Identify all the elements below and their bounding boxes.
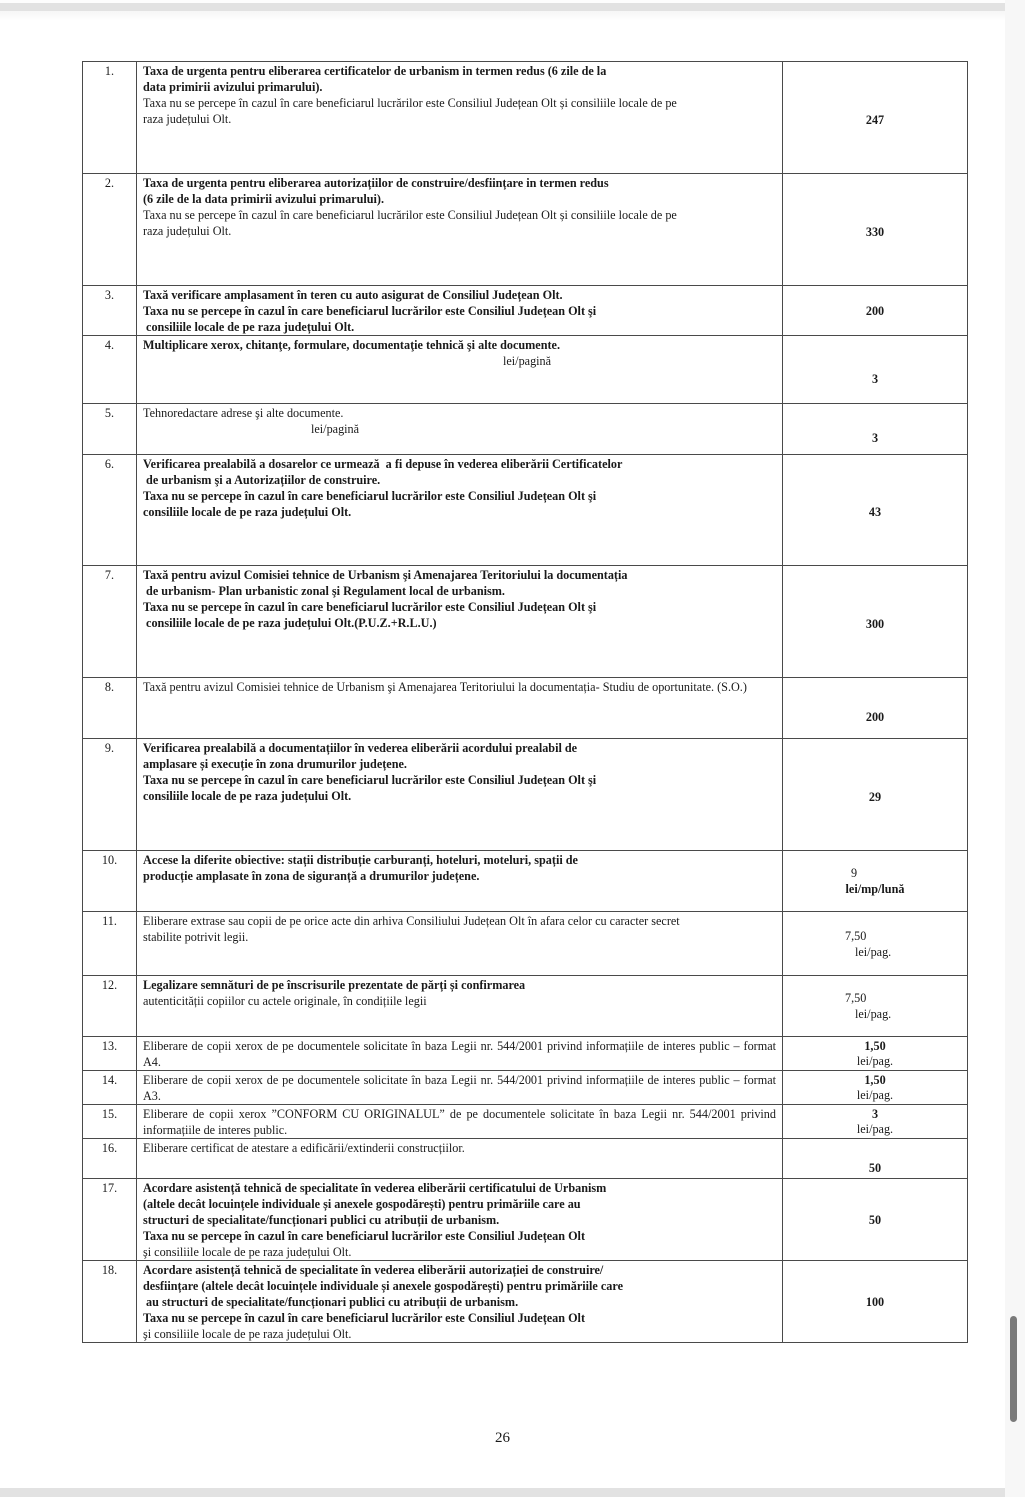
fee-amount: 100 — [865, 1294, 885, 1309]
row-number: 16. — [83, 1139, 137, 1179]
fee-unit: lei/pag. — [856, 1087, 894, 1102]
row-fee-value — [783, 566, 968, 678]
fee-unit: lei/pag. — [855, 1007, 892, 1021]
scrollbar-thumb[interactable] — [1010, 1316, 1017, 1422]
row-number: 4. — [83, 336, 137, 404]
fee-amount: 43 — [868, 505, 882, 519]
row-fee-value — [783, 912, 968, 976]
row-description — [137, 976, 783, 1037]
unit-label: lei/pagină — [311, 422, 360, 436]
row-number: 7. — [83, 566, 137, 678]
row-description — [137, 678, 783, 739]
row-fee-value — [783, 286, 968, 336]
row-fee-value — [783, 851, 968, 912]
description-line: Eliberare certificat de atestare a edificării/extinderii construcțiilor. — [143, 1141, 465, 1155]
fee-amount: 7,50 — [845, 928, 867, 943]
fees-table — [82, 61, 968, 1343]
description-line: amplasare și execuție în zona drumurilor județene. — [143, 757, 407, 771]
row-description — [137, 566, 783, 678]
viewer-top-bar — [0, 3, 1005, 11]
row-fee-value — [783, 174, 968, 286]
description-line: data primirii avizului primarului). — [143, 80, 323, 94]
row-fee-value — [783, 678, 968, 739]
table-row — [83, 1071, 968, 1105]
description-line: de urbanism- Plan urbanistic zonal şi Regulament local de urbanism. — [143, 584, 505, 598]
table-row — [83, 678, 968, 739]
description-line: consiliile locale de pe raza județului Olt. — [143, 789, 352, 803]
fee-amount: 29 — [868, 789, 882, 804]
row-fee-value — [783, 1179, 968, 1261]
fee-amount: 3 — [871, 1106, 879, 1121]
row-number: 9. — [83, 739, 137, 851]
description-line: Taxa de urgenta pentru eliberarea autorizațiilor de construire/desființare in termen redus — [143, 176, 609, 190]
description-line: (altele decât locuințele individuale și anexele gospodărești) pentru primăriile care au — [143, 1197, 581, 1211]
row-fee-value — [783, 404, 968, 455]
description-line: au structuri de specialitate/funcționari publici cu atribuții de urbanism. — [143, 1295, 519, 1309]
row-description — [137, 336, 783, 404]
table-row — [83, 1179, 968, 1261]
fee-amount: 9 — [851, 866, 858, 880]
row-number: 13. — [83, 1037, 137, 1071]
row-fee-value — [783, 455, 968, 566]
fee-amount: 300 — [865, 616, 885, 631]
table-row — [83, 286, 968, 336]
description-line: Legalizare semnături de pe înscrisurile prezentate de părți și confirmarea — [143, 978, 526, 992]
row-number: 6. — [83, 455, 137, 566]
description-line: consiliile locale de pe raza județului Olt. — [143, 505, 352, 519]
description-line: (6 zile de la data primirii avizului primarului). — [143, 192, 385, 206]
row-number: 17. — [83, 1179, 137, 1261]
description-line: Taxă pentru avizul Comisiei tehnice de Urbanism şi Amenajarea Teritoriului la documentația — [143, 568, 628, 582]
description-line: Eliberare de copii xerox ”CONFORM CU ORIGINALUL” de pe documentele solicitate în baza Legii nr. 544/2001 privind informațiile de interes public. — [143, 1107, 776, 1137]
description-line: de urbanism şi a Autorizațiilor de construire. — [143, 473, 381, 487]
fee-amount: 50 — [868, 1160, 882, 1175]
description-line: Taxa nu se percepe în cazul în care beneficiarul lucrărilor este Consiliul Județean Olt — [143, 1229, 586, 1243]
description-line: Eliberare extrase sau copii de pe orice acte din arhiva Consiliului Județean Olt în afara celor cu caracter secret — [143, 914, 680, 928]
description-line: Verificarea prealabilă a documentațiilor în vederea eliberării acordului prealabil de — [143, 741, 578, 755]
table-row — [83, 739, 968, 851]
description-line: raza județului Olt. — [143, 112, 232, 126]
fee-amount: 247 — [865, 112, 885, 127]
row-number: 8. — [83, 678, 137, 739]
row-description — [137, 174, 783, 286]
row-description — [137, 286, 783, 336]
fee-amount: 200 — [865, 710, 885, 724]
row-fee-value — [783, 1261, 968, 1343]
table-row — [83, 1261, 968, 1343]
description-line: desființare (altele decât locuințele individuale și anexele gospodărești) pentru primăriile care — [143, 1279, 623, 1293]
row-description — [137, 1071, 783, 1105]
description-line: Eliberare de copii xerox de pe documentele solicitate în baza Legii nr. 544/2001 privind informațiile de interes public – format A4. — [143, 1039, 776, 1069]
description-line: producție amplasate în zona de siguranță a drumurilor județene. — [143, 869, 480, 883]
row-fee-value — [783, 336, 968, 404]
row-number: 11. — [83, 912, 137, 976]
viewer-top-shadow — [0, 11, 1005, 21]
row-description — [137, 851, 783, 912]
row-description — [137, 62, 783, 174]
fee-amount: 200 — [865, 303, 885, 318]
description-line: Taxă verificare amplasament în teren cu auto asigurat de Consiliul Județean Olt. — [143, 288, 563, 302]
row-fee-value — [783, 1105, 968, 1139]
row-fee-value — [783, 1139, 968, 1179]
scrollbar-track[interactable] — [1005, 0, 1025, 1497]
description-line: Taxa nu se percepe în cazul în care beneficiarul lucrărilor este Consiliul Județean Olt şi — [143, 600, 597, 614]
description-line: consiliile locale de pe raza județului Olt.(P.U.Z.+R.L.U.) — [143, 616, 437, 630]
table-row — [83, 566, 968, 678]
row-description — [137, 1261, 783, 1343]
description-line: Taxa nu se percepe în cazul în care beneficiarul lucrărilor este Consiliul Județean Olt şi — [143, 304, 597, 318]
row-description — [137, 1139, 783, 1179]
row-fee-value — [783, 976, 968, 1037]
row-number: 3. — [83, 286, 137, 336]
row-number: 5. — [83, 404, 137, 455]
row-fee-value — [783, 1037, 968, 1071]
fee-amount: 3 — [871, 371, 879, 386]
table-row — [83, 1105, 968, 1139]
row-description — [137, 455, 783, 566]
row-number: 14. — [83, 1071, 137, 1105]
unit-label: lei/pagină — [503, 354, 552, 368]
row-description — [137, 1179, 783, 1261]
fee-unit: lei/pag. — [855, 944, 892, 959]
description-line: Taxă pentru avizul Comisiei tehnice de Urbanism şi Amenajarea Teritoriului la documentația- Studiu de oportunitate. (S.O.) — [143, 680, 747, 694]
row-number: 18. — [83, 1261, 137, 1343]
description-line: şi consiliile locale de pe raza județului Olt. — [143, 1245, 352, 1259]
row-number: 2. — [83, 174, 137, 286]
description-line: stabilite potrivit legii. — [143, 930, 249, 944]
table-row — [83, 62, 968, 174]
fee-amount: 3 — [871, 431, 879, 445]
description-line: Eliberare de copii xerox de pe documentele solicitate în baza Legii nr. 544/2001 privind informațiile de interes public – format A3. — [143, 1073, 776, 1103]
row-description — [137, 1037, 783, 1071]
fee-amount: 330 — [865, 224, 885, 239]
fee-unit: lei/mp/lună — [845, 882, 905, 896]
description-line: Acordare asistență tehnică de specialitate în vederea eliberării certificatului de Urbanism — [143, 1181, 607, 1195]
description-line: raza județului Olt. — [143, 224, 232, 238]
page-number: 26 — [495, 1430, 510, 1446]
row-description — [137, 1105, 783, 1139]
fee-unit: lei/pag. — [856, 1121, 894, 1136]
description-line: Taxa nu se percepe în cazul în care beneficiarul lucrărilor este Consiliul Județean Olt și consiliile locale de pe — [143, 96, 677, 110]
description-line: Taxa nu se percepe în cazul în care beneficiarul lucrărilor este Consiliul Județean Olt și consiliile locale de pe — [143, 208, 677, 222]
row-description — [137, 404, 783, 455]
fee-amount: 7,50 — [845, 991, 867, 1005]
description-line: Tehnoredactare adrese şi alte documente. — [143, 406, 344, 420]
table-row — [83, 912, 968, 976]
description-line: Acordare asistență tehnică de specialitate în vederea eliberării autorizației de construire/ — [143, 1263, 604, 1277]
row-fee-value — [783, 739, 968, 851]
description-line: autenticității copiilor cu actele originale, în condițiile legii — [143, 994, 427, 1008]
description-line: Taxa nu se percepe în cazul în care beneficiarul lucrărilor este Consiliul Județean Olt şi — [143, 489, 597, 503]
description-line: Taxa nu se percepe în cazul în care beneficiarul lucrărilor este Consiliul Județean Olt — [143, 1311, 586, 1325]
row-description — [137, 739, 783, 851]
description-line: consiliile locale de pe raza județului Olt. — [143, 320, 355, 334]
viewer-bottom-bar — [0, 1488, 1005, 1497]
description-line: Multiplicare xerox, chitanţe, formulare, documentaţie tehnică şi alte documente. — [143, 338, 561, 352]
row-number: 12. — [83, 976, 137, 1037]
description-line: structuri de specialitate/funcționari publici cu atribuții de urbanism. — [143, 1213, 500, 1227]
description-line: şi consiliile locale de pe raza județului Olt. — [143, 1327, 352, 1341]
table-row — [83, 336, 968, 404]
fee-amount: 1,50 — [864, 1072, 886, 1087]
row-number: 15. — [83, 1105, 137, 1139]
table-row — [83, 404, 968, 455]
row-fee-value — [783, 1071, 968, 1105]
table-row — [83, 1139, 968, 1179]
table-row — [83, 174, 968, 286]
fee-unit: lei/pag. — [856, 1053, 894, 1068]
description-line: Taxa de urgenta pentru eliberarea certificatelor de urbanism in termen redus (6 zile de la — [143, 64, 607, 78]
description-line: Verificarea prealabilă a dosarelor ce urmează a fi depuse în vederea eliberării Certificatelor — [143, 457, 623, 471]
fee-amount: 50 — [868, 1212, 882, 1227]
row-number: 10. — [83, 851, 137, 912]
row-description — [137, 912, 783, 976]
table-row — [83, 851, 968, 912]
fee-amount: 1,50 — [864, 1038, 886, 1053]
row-number: 1. — [83, 62, 137, 174]
description-line: Accese la diferite obiective: stații distribuție carburanți, hoteluri, moteluri, spații de — [143, 853, 578, 867]
row-fee-value — [783, 62, 968, 174]
table-row — [83, 455, 968, 566]
table-row — [83, 1037, 968, 1071]
table-row — [83, 976, 968, 1037]
description-line: Taxa nu se percepe în cazul în care beneficiarul lucrărilor este Consiliul Județean Olt şi — [143, 773, 597, 787]
